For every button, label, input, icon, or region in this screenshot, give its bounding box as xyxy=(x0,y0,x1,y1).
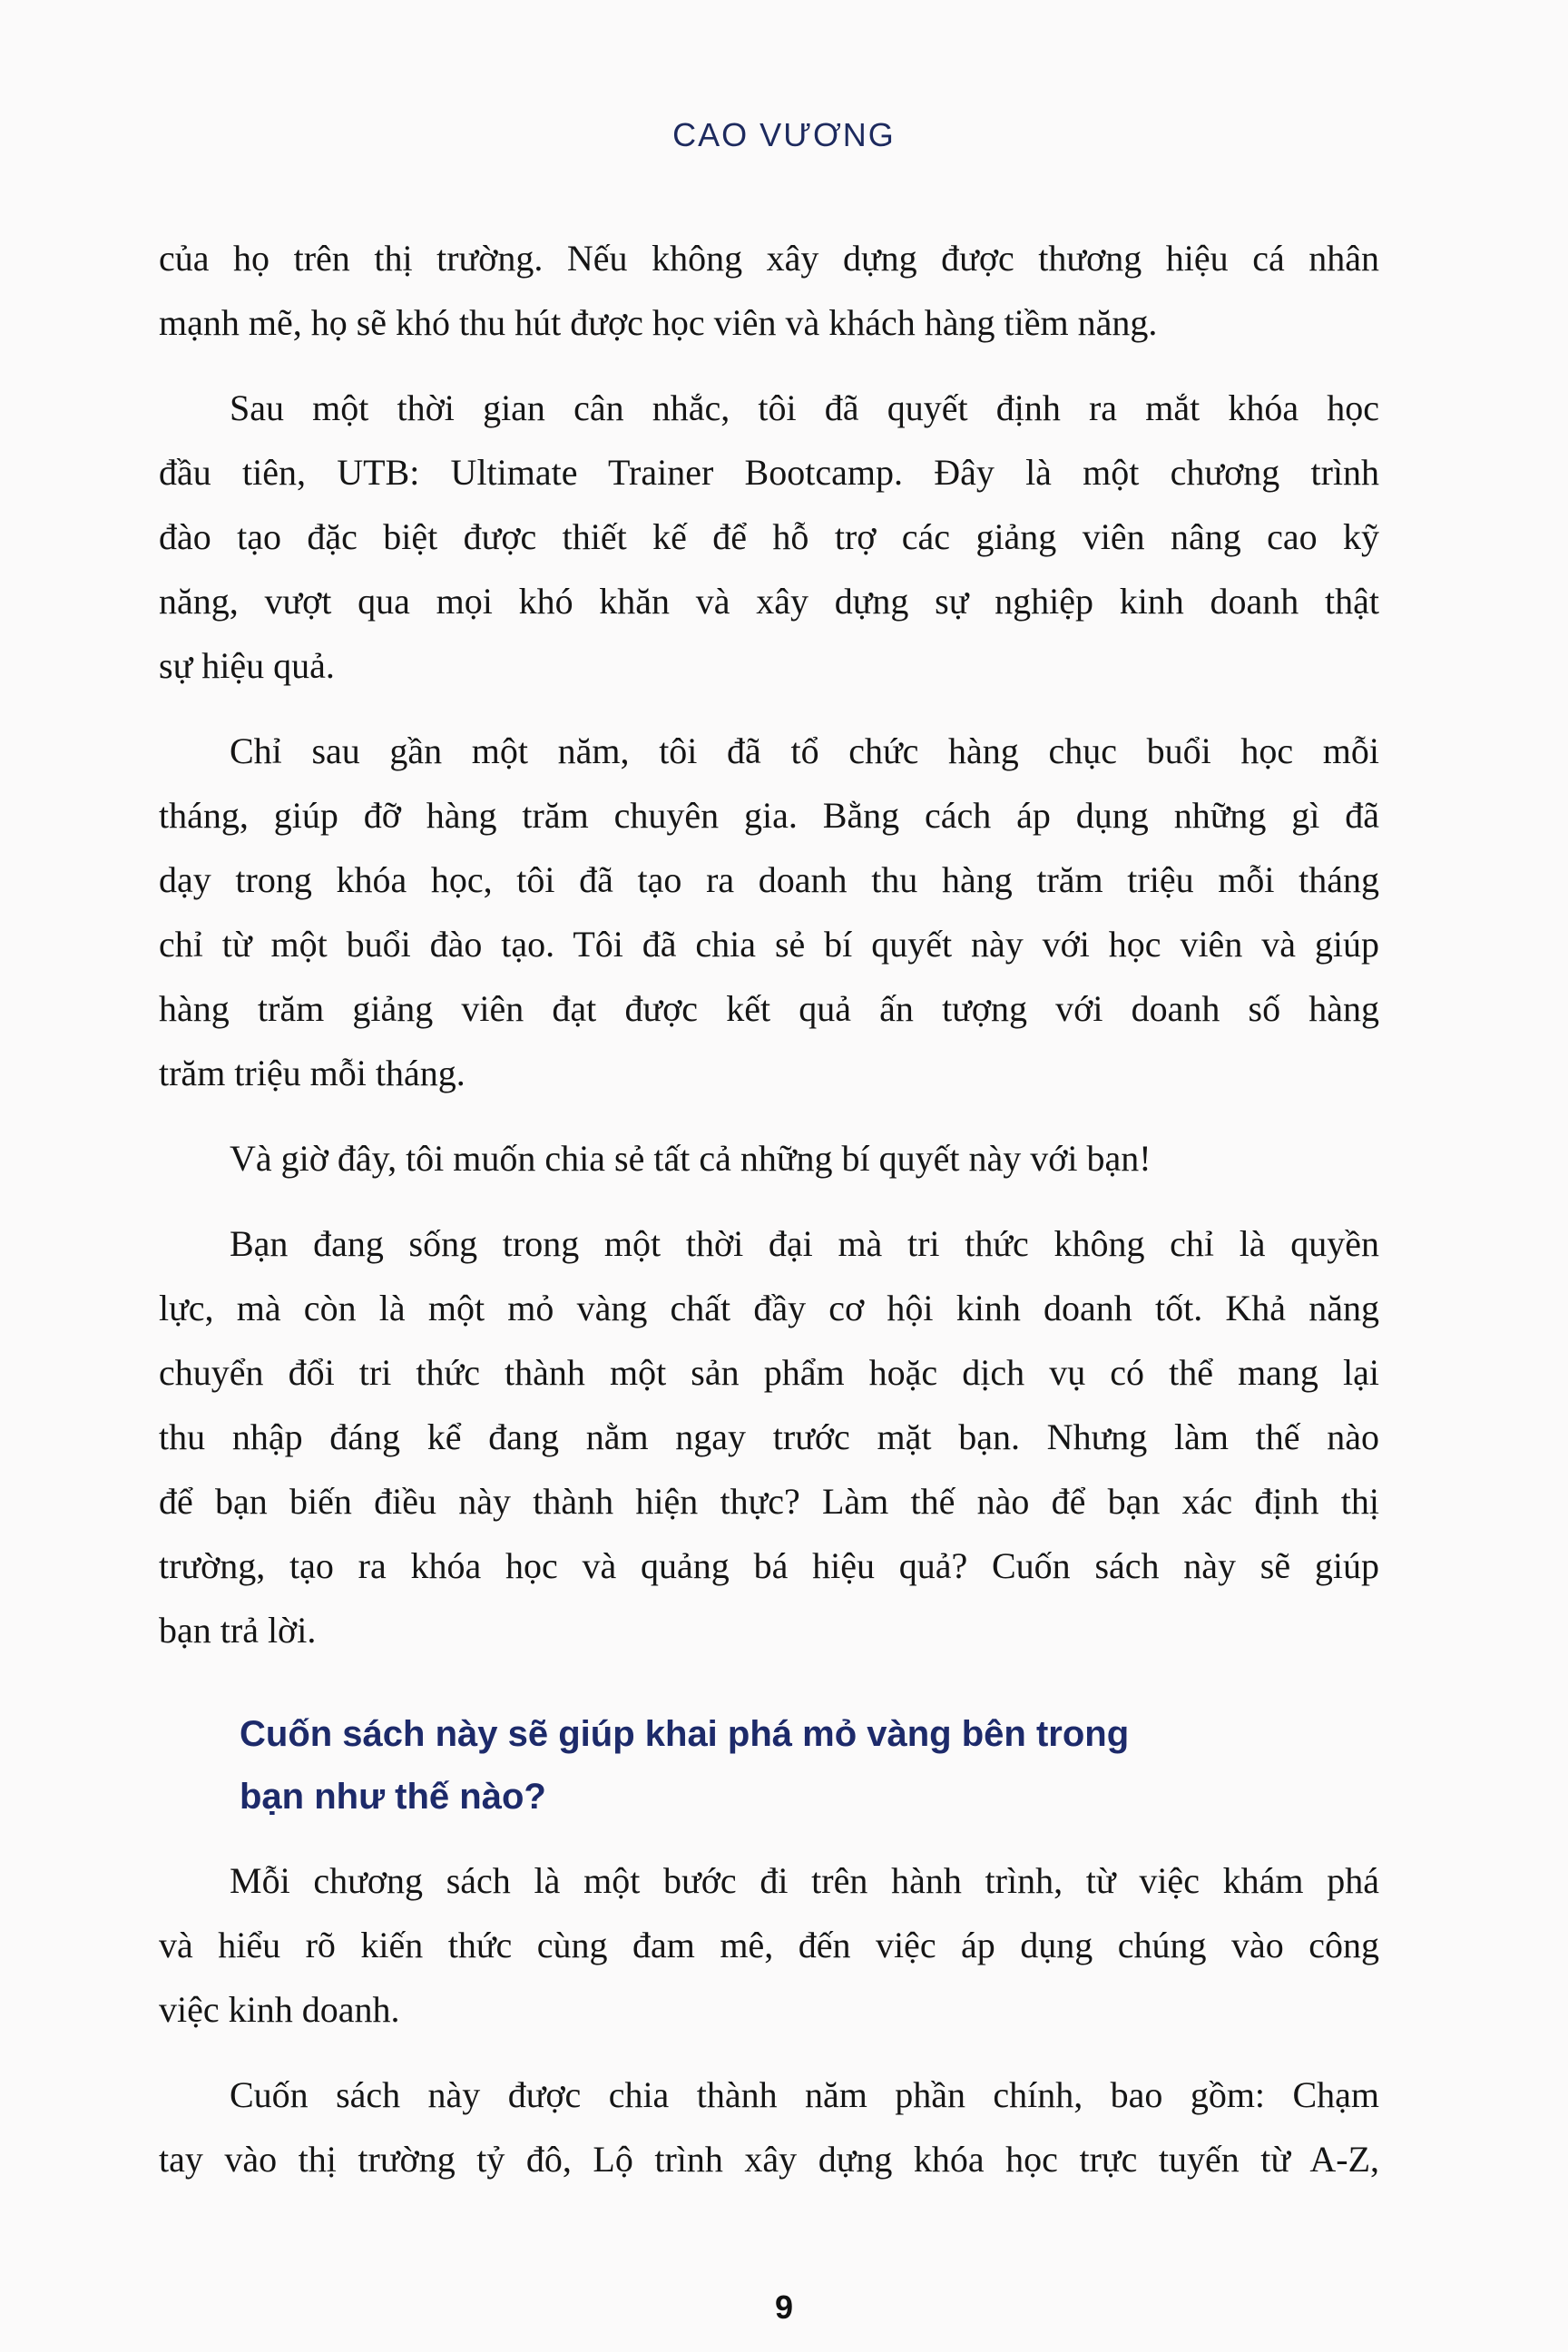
paragraph xyxy=(159,226,1379,355)
text-line: của họ trên thị trường. Nếu không xây dựng được thương hiệu cá nhân xyxy=(159,238,1379,279)
text-line: bạn trả lời. xyxy=(159,1610,317,1651)
heading-line: bạn như thế nào? xyxy=(240,1777,546,1817)
text-line: tháng, giúp đỡ hàng trăm chuyên gia. Bằng cách áp dụng những gì đã xyxy=(159,795,1379,836)
page-body xyxy=(159,226,1379,2212)
text-line: mạnh mẽ, họ sẽ khó thu hút được học viên và khách hàng tiềm năng. xyxy=(159,302,1158,343)
text-line: hàng trăm giảng viên đạt được kết quả ấn tượng với doanh số hàng xyxy=(159,988,1379,1029)
text-line: chuyển đổi tri thức thành một sản phẩm hoặc dịch vụ có thể mang lại xyxy=(159,1352,1379,1393)
running-head: CAO VƯƠNG xyxy=(672,116,896,153)
text-line: việc kinh doanh. xyxy=(159,1989,400,2030)
text-line: Mỗi chương sách là một bước đi trên hành trình, từ việc khám phá xyxy=(230,1860,1379,1901)
text-line: đầu tiên, UTB: Ultimate Trainer Bootcamp. Đây là một chương trình xyxy=(159,452,1379,493)
text-line: Chỉ sau gần một năm, tôi đã tổ chức hàng chục buổi học mỗi xyxy=(230,730,1379,771)
text-line: tay vào thị trường tỷ đô, Lộ trình xây dựng khóa học trực tuyến từ A-Z, xyxy=(159,2139,1379,2180)
paragraph xyxy=(159,376,1379,698)
text-line: Cuốn sách này được chia thành năm phần chính, bao gồm: Chạm xyxy=(230,2074,1379,2115)
text-line: Và giờ đây, tôi muốn chia sẻ tất cả những bí quyết này với bạn! xyxy=(230,1138,1152,1179)
paragraph xyxy=(159,2063,1379,2191)
paragraph xyxy=(159,1126,1379,1191)
text-line: thu nhập đáng kể đang nằm ngay trước mặt bạn. Nhưng làm thế nào xyxy=(159,1416,1379,1457)
text-line: lực, mà còn là một mỏ vàng chất đầy cơ hội kinh doanh tốt. Khả năng xyxy=(159,1288,1379,1328)
text-line: trăm triệu mỗi tháng. xyxy=(159,1053,466,1093)
text-line: sự hiệu quả. xyxy=(159,645,335,686)
text-line: năng, vượt qua mọi khó khăn và xây dựng sự nghiệp kinh doanh thật xyxy=(159,581,1379,622)
section-heading xyxy=(240,1703,1379,1828)
text-line: Bạn đang sống trong một thời đại mà tri thức không chỉ là quyền xyxy=(230,1223,1379,1264)
text-line: chỉ từ một buổi đào tạo. Tôi đã chia sẻ bí quyết này với học viên và giúp xyxy=(159,924,1379,965)
paragraph xyxy=(159,719,1379,1105)
page-number: 9 xyxy=(774,2288,794,2326)
text-line: trường, tạo ra khóa học và quảng bá hiệu quả? Cuốn sách này sẽ giúp xyxy=(159,1545,1379,1586)
heading-line: Cuốn sách này sẽ giúp khai phá mỏ vàng bên trong xyxy=(240,1714,1130,1754)
text-line: để bạn biến điều này thành hiện thực? Làm thế nào để bạn xác định thị xyxy=(159,1481,1379,1522)
text-line: đào tạo đặc biệt được thiết kế để hỗ trợ các giảng viên nâng cao kỹ xyxy=(159,516,1379,557)
text-line: và hiểu rõ kiến thức cùng đam mê, đến việc áp dụng chúng vào công xyxy=(159,1925,1379,1965)
paragraph xyxy=(159,1211,1379,1662)
paragraph xyxy=(159,1848,1379,2042)
text-line: Sau một thời gian cân nhắc, tôi đã quyết định ra mắt khóa học xyxy=(230,387,1379,428)
text-line: dạy trong khóa học, tôi đã tạo ra doanh thu hàng trăm triệu mỗi tháng xyxy=(159,859,1379,900)
